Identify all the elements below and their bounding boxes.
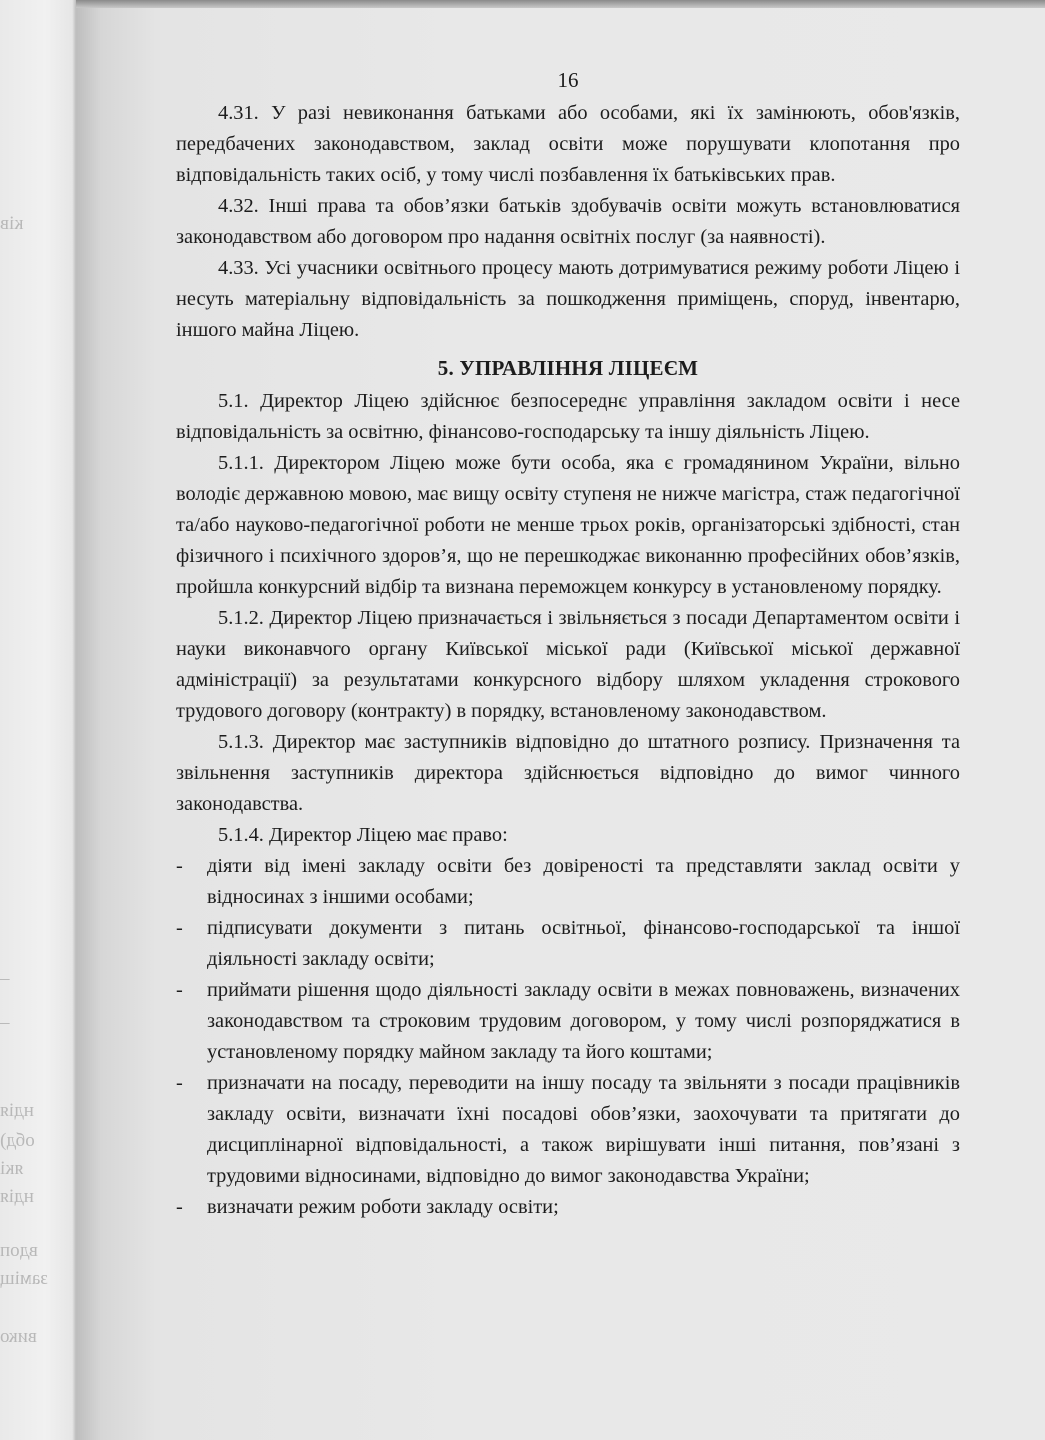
director-rights-list — [176, 851, 960, 1223]
adjacent-page-edge — [0, 0, 76, 1440]
page-content — [176, 62, 960, 1223]
paragraph-5-1-2: 5.1.2. Директор Ліцею призначається і звільняється з посади Департаментом освіти і науки виконавчого органу Київської міської ради (Київської міської державної адміністрації) за результатами конкурсного відбору шляхом укладення строкового трудового договору (контракту) в порядку, встановленому законодавством. — [176, 607, 960, 722]
bleed-text: ндія — [0, 1100, 34, 1121]
paragraph-5-1: 5.1. Директор Ліцею здійснює безпосереднє управління закладом освіти і несе відповідальність за освітню, фінансово-господарську та іншу діяльність Ліцею. — [176, 390, 960, 443]
paragraph-4-31: 4.31. У разі невиконання батьками або особами, які їх замінюють, обов'язків, передбачених законодавством, заклад освіти може порушувати клопотання про відповідальність таких осіб, у тому числі позбавлення їх батьківських прав. — [176, 102, 960, 186]
page-number: 16 — [557, 68, 579, 92]
paragraph-5-1-4: 5.1.4. Директор Ліцею має право: — [218, 824, 508, 846]
bleed-text: вдоп — [0, 1240, 38, 1261]
list-item — [176, 975, 960, 1068]
list-item — [176, 913, 960, 975]
dash-bullet: - — [176, 917, 183, 939]
bleed-text: вико — [0, 1326, 37, 1347]
paragraph-5-1-1: 5.1.1. Директором Ліцею може бути особа, яка є громадянином України, вільно володіє державною мовою, має вищу освіту ступеня не нижче магістра, стаж педагогічної та/або науково-педагогічної роботи не менше трьох років, організаторські здібності, стан фізичного і психічного здоров’я, що не перешкоджає виконанню професійних обов’язків, пройшла конкурсний відбір та визнана переможцем конкурсу в установленому порядку. — [176, 452, 960, 598]
dash-bullet: - — [176, 1072, 183, 1094]
bleed-text: обд) — [0, 1130, 35, 1151]
paragraph-4-32: 4.32. Інші права та обов’язки батьків здобувачів освіти можуть встановлюватися законодавством або договором про надання освітніх послуг (за наявності). — [176, 195, 960, 248]
paragraph-4-33: 4.33. Усі учасники освітнього процесу мають дотримуватися режиму роботи Ліцею і несуть матеріальну відповідальність за пошкодження приміщень, споруд, інвентарю, іншого майна Ліцею. — [176, 257, 960, 341]
list-item — [176, 1192, 960, 1223]
list-item-text: діяти від імені закладу освіти без довіреності та представляти заклад освіти у відносинах з іншими особами; — [207, 855, 960, 908]
list-item-text: визначати режим роботи закладу освіти; — [207, 1196, 559, 1218]
list-item — [176, 1068, 960, 1192]
dash-bullet: - — [176, 1196, 183, 1218]
list-item-text: приймати рішення щодо діяльності закладу освіти в межах повноважень, визначених законодавством та строковим трудовим договором, у тому числі розпоряджатися в установленому порядку майном закладу та його коштами; — [207, 979, 960, 1063]
list-item — [176, 851, 960, 913]
bleed-text: заміщ — [0, 1268, 48, 1289]
bleed-text: які — [0, 1158, 24, 1179]
section-heading: 5. УПРАВЛІННЯ ЛІЦЕЄМ — [437, 356, 699, 380]
paragraph-5-1-3: 5.1.3. Директор має заступників відповідно до штатного розпису. Призначення та звільнення заступників директора здійснюється відповідно до вимог чинного законодавства. — [176, 731, 960, 815]
list-item-text: призначати на посаду, переводити на іншу посаду та звільняти з посади працівників закладу освіти, визначати їхні посадові обов’язки, заохочувати та притягати до дисциплінарної відповідальності, а також вирішувати інші питання, пов’язані з трудовими відносинами, відповідно до вимог законодавства України; — [207, 1072, 960, 1187]
bleed-text: ндія — [0, 1186, 34, 1207]
bleed-text: – — [0, 968, 10, 989]
dash-bullet: - — [176, 855, 183, 877]
list-item-text: підписувати документи з питань освітньої, фінансово-господарської та іншої діяльності закладу освіти; — [207, 917, 960, 970]
bleed-text: ків — [0, 213, 24, 234]
dash-bullet: - — [176, 979, 183, 1001]
bleed-text: – — [0, 1012, 10, 1033]
